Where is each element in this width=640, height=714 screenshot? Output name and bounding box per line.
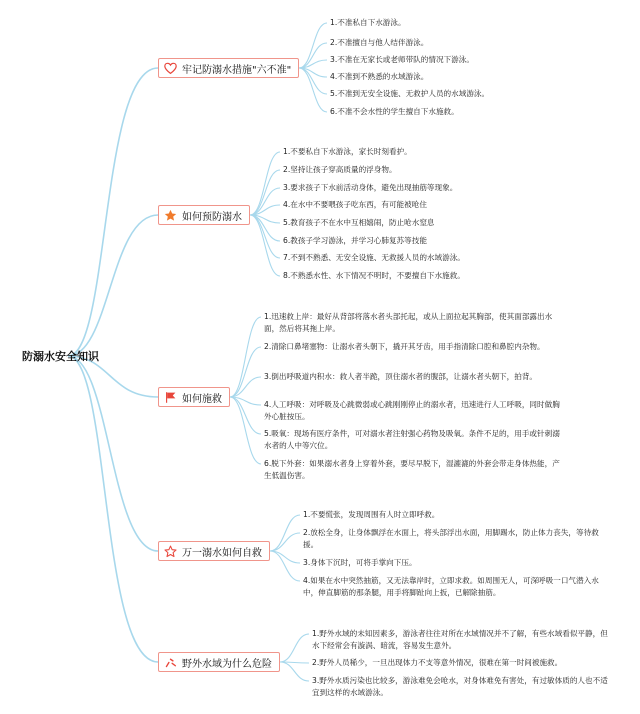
branch-label: 如何施救 [182,393,222,405]
root-topic: 防溺水安全知识 [22,350,99,363]
list-item: 5.不准到无安全设施、无救护人员的水域游泳。 [330,89,490,98]
list-item: 3.不准在无家长或老师带队的情况下游泳。 [330,55,474,64]
list-item: 1.野外水域的未知因素多，游泳者往往对所在水域情况并不了解，有些水域看似平静，但水下经常会有漩涡、暗流，容易发生意外。 [312,629,608,650]
list-item: 3.野外水质污染也比较多，游泳难免会呛水，对身体难免有害处，有过敏体质的人也不适宜到这样的水域游泳。 [312,676,608,697]
list-item: 5.教育孩子不在水中互相嬉闹，防止呛水窒息 [283,218,435,227]
list-item: 1.不要慌张，发现周围有人时立即呼救。 [303,510,440,519]
connector-branch-leaf [270,515,300,551]
list-item: 6.不准不会水性的学生擅自下水施救。 [330,107,459,116]
heart-outline-icon [164,62,177,75]
list-item: 2.清除口鼻堵塞物：让溺水者头朝下，撬开其牙齿，用手指清除口腔和鼻腔内杂物。 [264,342,545,351]
list-item: 2.野外人员稀少，一旦出现体力不支等意外情况，很难在第一时间被施救。 [312,658,563,667]
list-item: 1.迅速救上岸：最好从背部将落水者头部托起，或从上面拉起其胸部，使其面部露出水面，然后将其拖上岸。 [264,312,553,333]
branch-prevent-drowning[interactable] [158,205,250,225]
list-item: 6.教孩子学习游泳，并学习心肺复苏等技能 [283,236,427,245]
list-item: 1.不准私自下水游泳。 [330,18,406,27]
branch-wild-water-danger[interactable] [158,652,280,672]
connector-branch-leaf [250,215,280,276]
list-item: 8.不熟悉水性、水下情况不明时，不要擅自下水施救。 [283,271,465,280]
connector-branch-leaf [270,551,300,563]
flag-filled-icon [164,391,177,404]
connector-root-b3 [68,356,158,551]
list-item: 2.坚持让孩子穿高质量的浮身物。 [283,165,397,174]
list-item: 7.不到不熟悉、无安全设施、无救援人员的水域游泳。 [283,253,465,262]
connector-branch-leaf [230,397,261,464]
connector-branch-leaf [299,23,327,68]
branch-label: 野外水域为什么危险 [182,658,272,670]
list-item: 5.吸氧：现场有医疗条件，可对溺水者注射强心药物及吸氧。条件不足的，用手或针刺溺水者的人中等穴位。 [264,429,560,450]
connector-branch-leaf [270,551,300,581]
star-outline-icon [164,545,177,558]
branch-label: 如何预防溺水 [182,211,242,223]
list-item: 2.不准擅自与他人结伴游泳。 [330,38,429,47]
connector-branch-leaf [230,317,261,397]
connector-branch-leaf [250,215,280,258]
branch-label: 万一溺水如何自救 [182,547,262,559]
list-item: 3.要求孩子下水前活动身体，避免出现抽筋等现象。 [283,183,458,192]
connector-root-b1 [68,215,158,356]
connector-branch-leaf [280,662,309,681]
connector-root-b4 [68,356,158,662]
connector-root-b0 [68,68,158,356]
list-item: 4.人工呼吸：对呼吸及心跳微弱或心跳刚刚停止的溺水者，迅速进行人工呼吸，同时做胸外心脏按压。 [264,400,560,421]
list-item: 4.不准到不熟悉的水域游泳。 [330,72,429,81]
branch-six-prohibitions[interactable] [158,58,299,78]
list-item: 4.在水中不要喂孩子吃东西，有可能被呛住 [283,200,427,209]
connector-branch-leaf [270,533,300,551]
list-item: 1.不要私自下水游泳，家长时刻看护。 [283,147,412,156]
connector-branch-leaf [250,170,280,215]
branch-self-rescue[interactable] [158,541,270,561]
star-filled-icon [164,209,177,222]
list-item: 3.身体下沉时，可将手掌向下压。 [303,558,417,567]
connector-branch-leaf [299,68,327,112]
list-item: 4.如果在水中突然抽筋，又无法靠岸时，立即求救。如周围无人，可深呼吸一口气潜入水中，伸直脚筋的那条腿，用手将脚趾向上扳，已解除抽筋。 [303,576,599,597]
list-item: 6.脱下外套：如果溺水者身上穿着外套，要尽早脱下，湿漉漉的外套会带走身体热能，产生低温伤害。 [264,459,560,480]
list-item: 3.倒出呼吸道内积水：救人者半跪，顶住溺水者的腹部，让溺水者头朝下，拍背。 [264,372,538,381]
connector-branch-leaf [280,634,309,662]
warning-marks-icon [164,656,177,669]
branch-how-to-rescue[interactable] [158,387,230,407]
branch-label: 牢记防溺水措施"六不准" [182,64,292,76]
list-item: 2.放松全身，让身体飘浮在水面上，将头部浮出水面，用脚踢水，防止体力丧失，等待救援。 [303,528,599,549]
